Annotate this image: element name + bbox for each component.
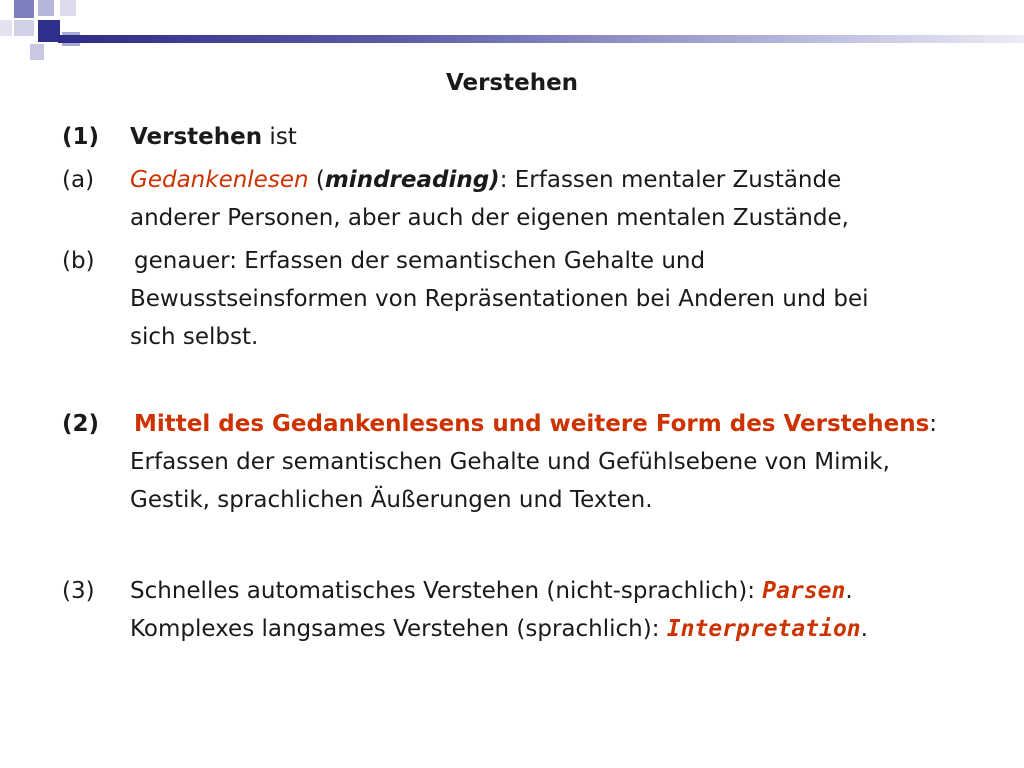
point-3-marker: (3)	[62, 578, 95, 604]
decor-square	[14, 20, 34, 36]
slide-title: Verstehen	[445, 70, 579, 96]
point-b-line1: genauer: Erfassen der semantischen Gehalte und	[134, 248, 706, 274]
point-1-marker: (1)	[62, 124, 100, 150]
point-a-text	[130, 161, 1010, 237]
point-3-line1: Schnelles automatisches Verstehen (nicht-sprachlich):	[130, 578, 763, 604]
decor-square	[38, 0, 54, 16]
point-a-paren: (	[308, 167, 325, 193]
point-a-marker: (a)	[62, 167, 95, 193]
point-1-rest: ist	[262, 124, 297, 150]
point-3-line2: Komplexes langsames Verstehen (sprachlich):	[130, 616, 667, 642]
point-a-line2: anderer Personen, aber auch der eigenen mentalen Zustände,	[130, 205, 849, 231]
point-1-text	[130, 118, 1010, 156]
point-3-term-parsen: Parsen	[762, 578, 846, 604]
decor-square	[0, 20, 12, 36]
point-3-term-interpretation: Interpretation	[666, 616, 861, 642]
decor-square	[38, 20, 60, 42]
point-3-line1-end: .	[845, 578, 853, 604]
point-2-highlight: Mittel des Gedankenlesens und weitere Form des Verstehens	[134, 411, 930, 437]
point-a-english-term: mindreading)	[324, 167, 500, 193]
point-2-line2: Erfassen der semantischen Gehalte und Gefühlsebene von Mimik,	[130, 449, 890, 475]
point-b-line3: sich selbst.	[130, 324, 259, 350]
point-a-line1-rest: : Erfassen mentaler Zustände	[499, 167, 842, 193]
point-3-text	[130, 572, 1010, 648]
point-b-marker: (b)	[62, 248, 95, 274]
point-a-term: Gedankenlesen	[130, 167, 309, 193]
point-2-colon: :	[929, 411, 938, 437]
point-b-text	[130, 242, 1010, 356]
decor-square	[14, 0, 34, 18]
decor-square	[30, 44, 44, 60]
point-2-marker: (2)	[62, 411, 100, 437]
point-b-line2: Bewusstseinsformen von Repräsentationen bei Anderen und bei	[130, 286, 869, 312]
point-2-line3: Gestik, sprachlichen Äußerungen und Texten.	[130, 487, 653, 513]
header-gradient-bar	[58, 35, 1024, 43]
point-3-line2-end: .	[860, 616, 868, 642]
point-2-text	[130, 405, 1010, 519]
point-1-lead: Verstehen	[130, 124, 263, 150]
decor-square	[60, 0, 76, 16]
